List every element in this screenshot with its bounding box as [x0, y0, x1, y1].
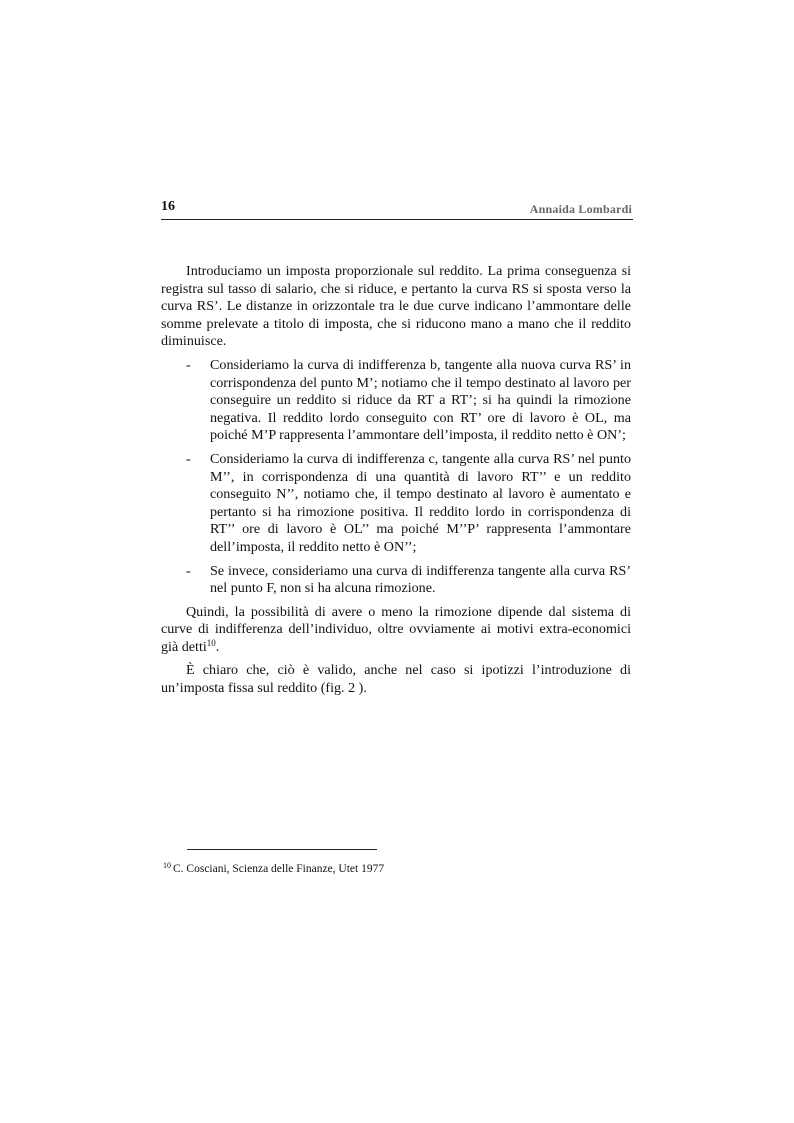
- list-item-text: Consideriamo la curva di indifferenza c, tangente alla curva RS’ nel punto M’’, in corrispondenza di una quantità di lavoro RT’’ e un reddito conseguito N’’, notiamo che, il tempo destinato al lavoro è aumentato e pertanto si ha rimozione positiva. Il reddito lordo in corrispondenza di RT’’ ore di lavoro è OL’’ ma poiché M’’P’ rappresenta l’ammontare dell’imposta, il reddito netto è ON’’;: [210, 450, 631, 555]
- paragraph-conclusion: [161, 604, 631, 657]
- list-item: [161, 451, 631, 557]
- footnote-reference[interactable]: 10: [206, 637, 216, 648]
- list-item: [161, 563, 631, 598]
- paragraph-intro: Introduciamo un imposta proporzionale sul reddito. La prima conseguenza si registra sul tasso di salario, che si riduce, e pertanto la curva RS si sposta verso la curva RS’. Le distanze in orizzontale tra le due curve indicano l’ammontare delle somme prelevate a titolo di imposta, che si riducono mano a mano che il reddito diminuisce.: [161, 263, 631, 350]
- paragraph-conclusion-end: .: [215, 638, 220, 655]
- footnote-separator: [187, 849, 377, 850]
- dash-bullet: -: [186, 562, 191, 579]
- footnote: [163, 862, 384, 876]
- running-head-author: Annaida Lombardi: [529, 202, 632, 216]
- list-item: [161, 357, 631, 445]
- paragraph-fixed-tax: È chiaro che, ciò è valido, anche nel caso si ipotizzi l’introduzione di un’imposta fissa sul reddito (fig. 2 ).: [161, 662, 631, 697]
- paragraph-conclusion-text: Quindi, la possibilità di avere o meno la rimozione dipende dal sistema di curve di indifferenza dell’individuo, oltre ovviamente ai motivi extra-economici già detti: [161, 603, 631, 655]
- page-number: 16: [161, 199, 175, 214]
- footnote-text: C. Cosciani, Scienza delle Finanze, Utet 1977: [173, 863, 385, 875]
- body-text: [161, 263, 631, 704]
- bullet-list: [161, 357, 631, 598]
- footnote-number: 10: [163, 861, 171, 870]
- list-item-text: Se invece, consideriamo una curva di indifferenza tangente alla curva RS’ nel punto F, non si ha alcuna rimozione.: [210, 562, 631, 597]
- dash-bullet: -: [186, 450, 191, 467]
- page-header: [161, 197, 633, 220]
- list-item-text: Consideriamo la curva di indifferenza b, tangente alla nuova curva RS’ in corrispondenza del punto M’; notiamo che il tempo destinato al lavoro per conseguire un reddito si riduce da RT a RT’; si ha quindi la rimozione negativa. Il reddito lordo conseguito con RT’ ore di lavoro è OL, ma poiché M’P rappresenta l’ammontare dell’imposta, il reddito netto è ON’;: [210, 356, 631, 444]
- dash-bullet: -: [186, 356, 191, 373]
